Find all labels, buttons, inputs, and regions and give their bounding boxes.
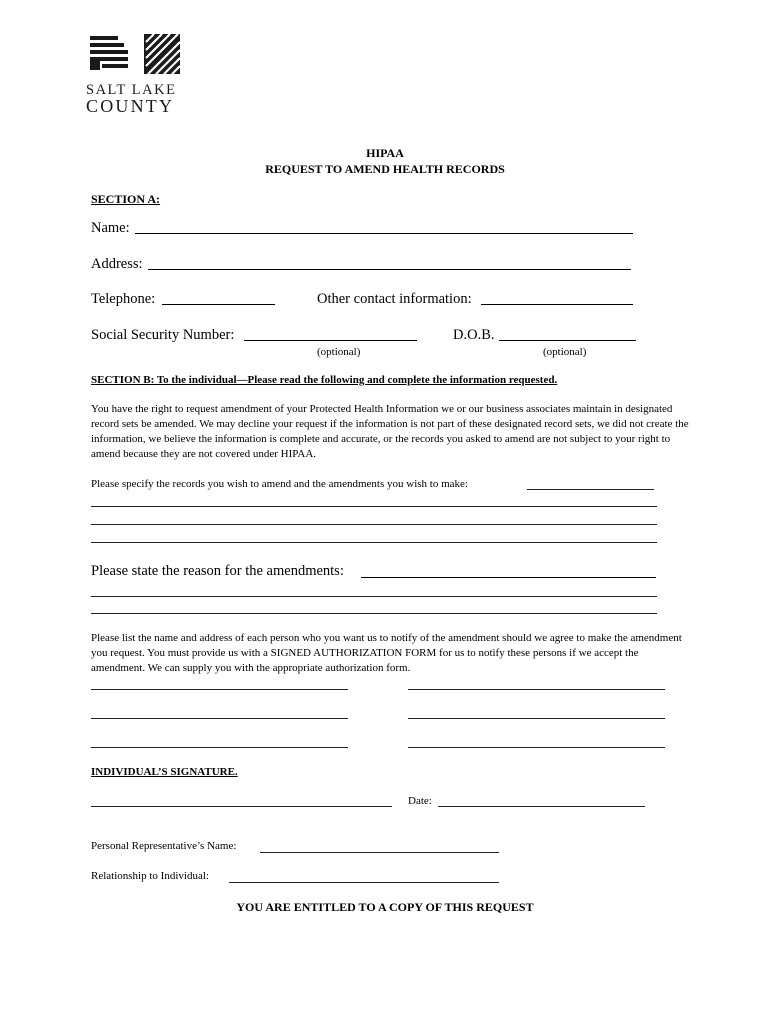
form-title: HIPAA [366,146,404,160]
ssn-label: Social Security Number: [91,327,235,343]
section-a-heading: SECTION A: [91,192,161,206]
records-prompt: Please specify the records you wish to amend and the amendments you wish to make: [91,478,468,490]
address-label: Address: [91,256,143,272]
date-field[interactable] [438,806,645,807]
relationship-label: Relationship to Individual: [91,870,209,882]
records-field-line-1[interactable] [91,506,657,507]
ssn-field[interactable] [244,340,417,341]
rep-name-label: Personal Representative’s Name: [91,840,237,852]
section-b-heading: SECTION B: To the individual—Please read the following and complete the information requested. [91,374,558,386]
notify-address-field-2[interactable] [408,718,665,719]
name-field[interactable] [135,233,633,234]
salt-lake-county-logo [86,30,186,120]
notify-address-field-1[interactable] [408,689,665,690]
notify-name-field-1[interactable] [91,689,348,690]
name-label: Name: [91,220,130,236]
date-label: Date: [408,795,432,807]
logo-line-2: COUNTY [86,96,175,116]
reason-field-line-2[interactable] [91,613,657,614]
records-field-line-3[interactable] [91,542,657,543]
relationship-field[interactable] [229,882,499,883]
signature-heading: INDIVIDUAL’S SIGNATURE. [91,766,238,778]
logo-line-1: SALT LAKE [86,82,177,98]
other-contact-field[interactable] [481,304,633,305]
other-contact-label: Other contact information: [317,291,472,307]
reason-field-line-1[interactable] [91,596,657,597]
notify-name-field-2[interactable] [91,718,348,719]
copy-entitlement-notice: YOU ARE ENTITLED TO A COPY OF THIS REQUEST [236,900,534,914]
notify-paragraph: Please list the name and address of each person who you want us to notify of the amendment should we agree to make the amendment you request. You must provide us with a SIGNED AUTHORIZATION FORM for us to notify these persons if we accept the amendment. We can supply you with the appropriate authorization form. [91,632,682,674]
county-emblem-icon [86,30,186,80]
telephone-field[interactable] [162,304,275,305]
signature-field[interactable] [91,806,392,807]
records-field-inline[interactable] [527,489,654,490]
telephone-label: Telephone: [91,291,156,307]
dob-label: D.O.B. [453,327,495,343]
reason-field-inline[interactable] [361,577,656,578]
ssn-optional-note: (optional) [317,346,361,358]
notify-name-field-3[interactable] [91,747,348,748]
rep-name-field[interactable] [260,852,499,853]
dob-field[interactable] [499,340,636,341]
records-field-line-2[interactable] [91,524,657,525]
rights-paragraph: You have the right to request amendment of your Protected Health Information we or our business associates maintain in designated record sets be amended. We may decline your request if the information is not part of these designated record sets, we did not create the information, we believe the information is complete and accurate, or the records you asked to amend are not subject to your right to amend because they are not covered under HIPAA. [91,403,689,460]
dob-optional-note: (optional) [543,346,587,358]
reason-prompt: Please state the reason for the amendments: [91,563,344,579]
form-subtitle: REQUEST TO AMEND HEALTH RECORDS [265,162,505,176]
notify-address-field-3[interactable] [408,747,665,748]
address-field[interactable] [148,269,631,270]
